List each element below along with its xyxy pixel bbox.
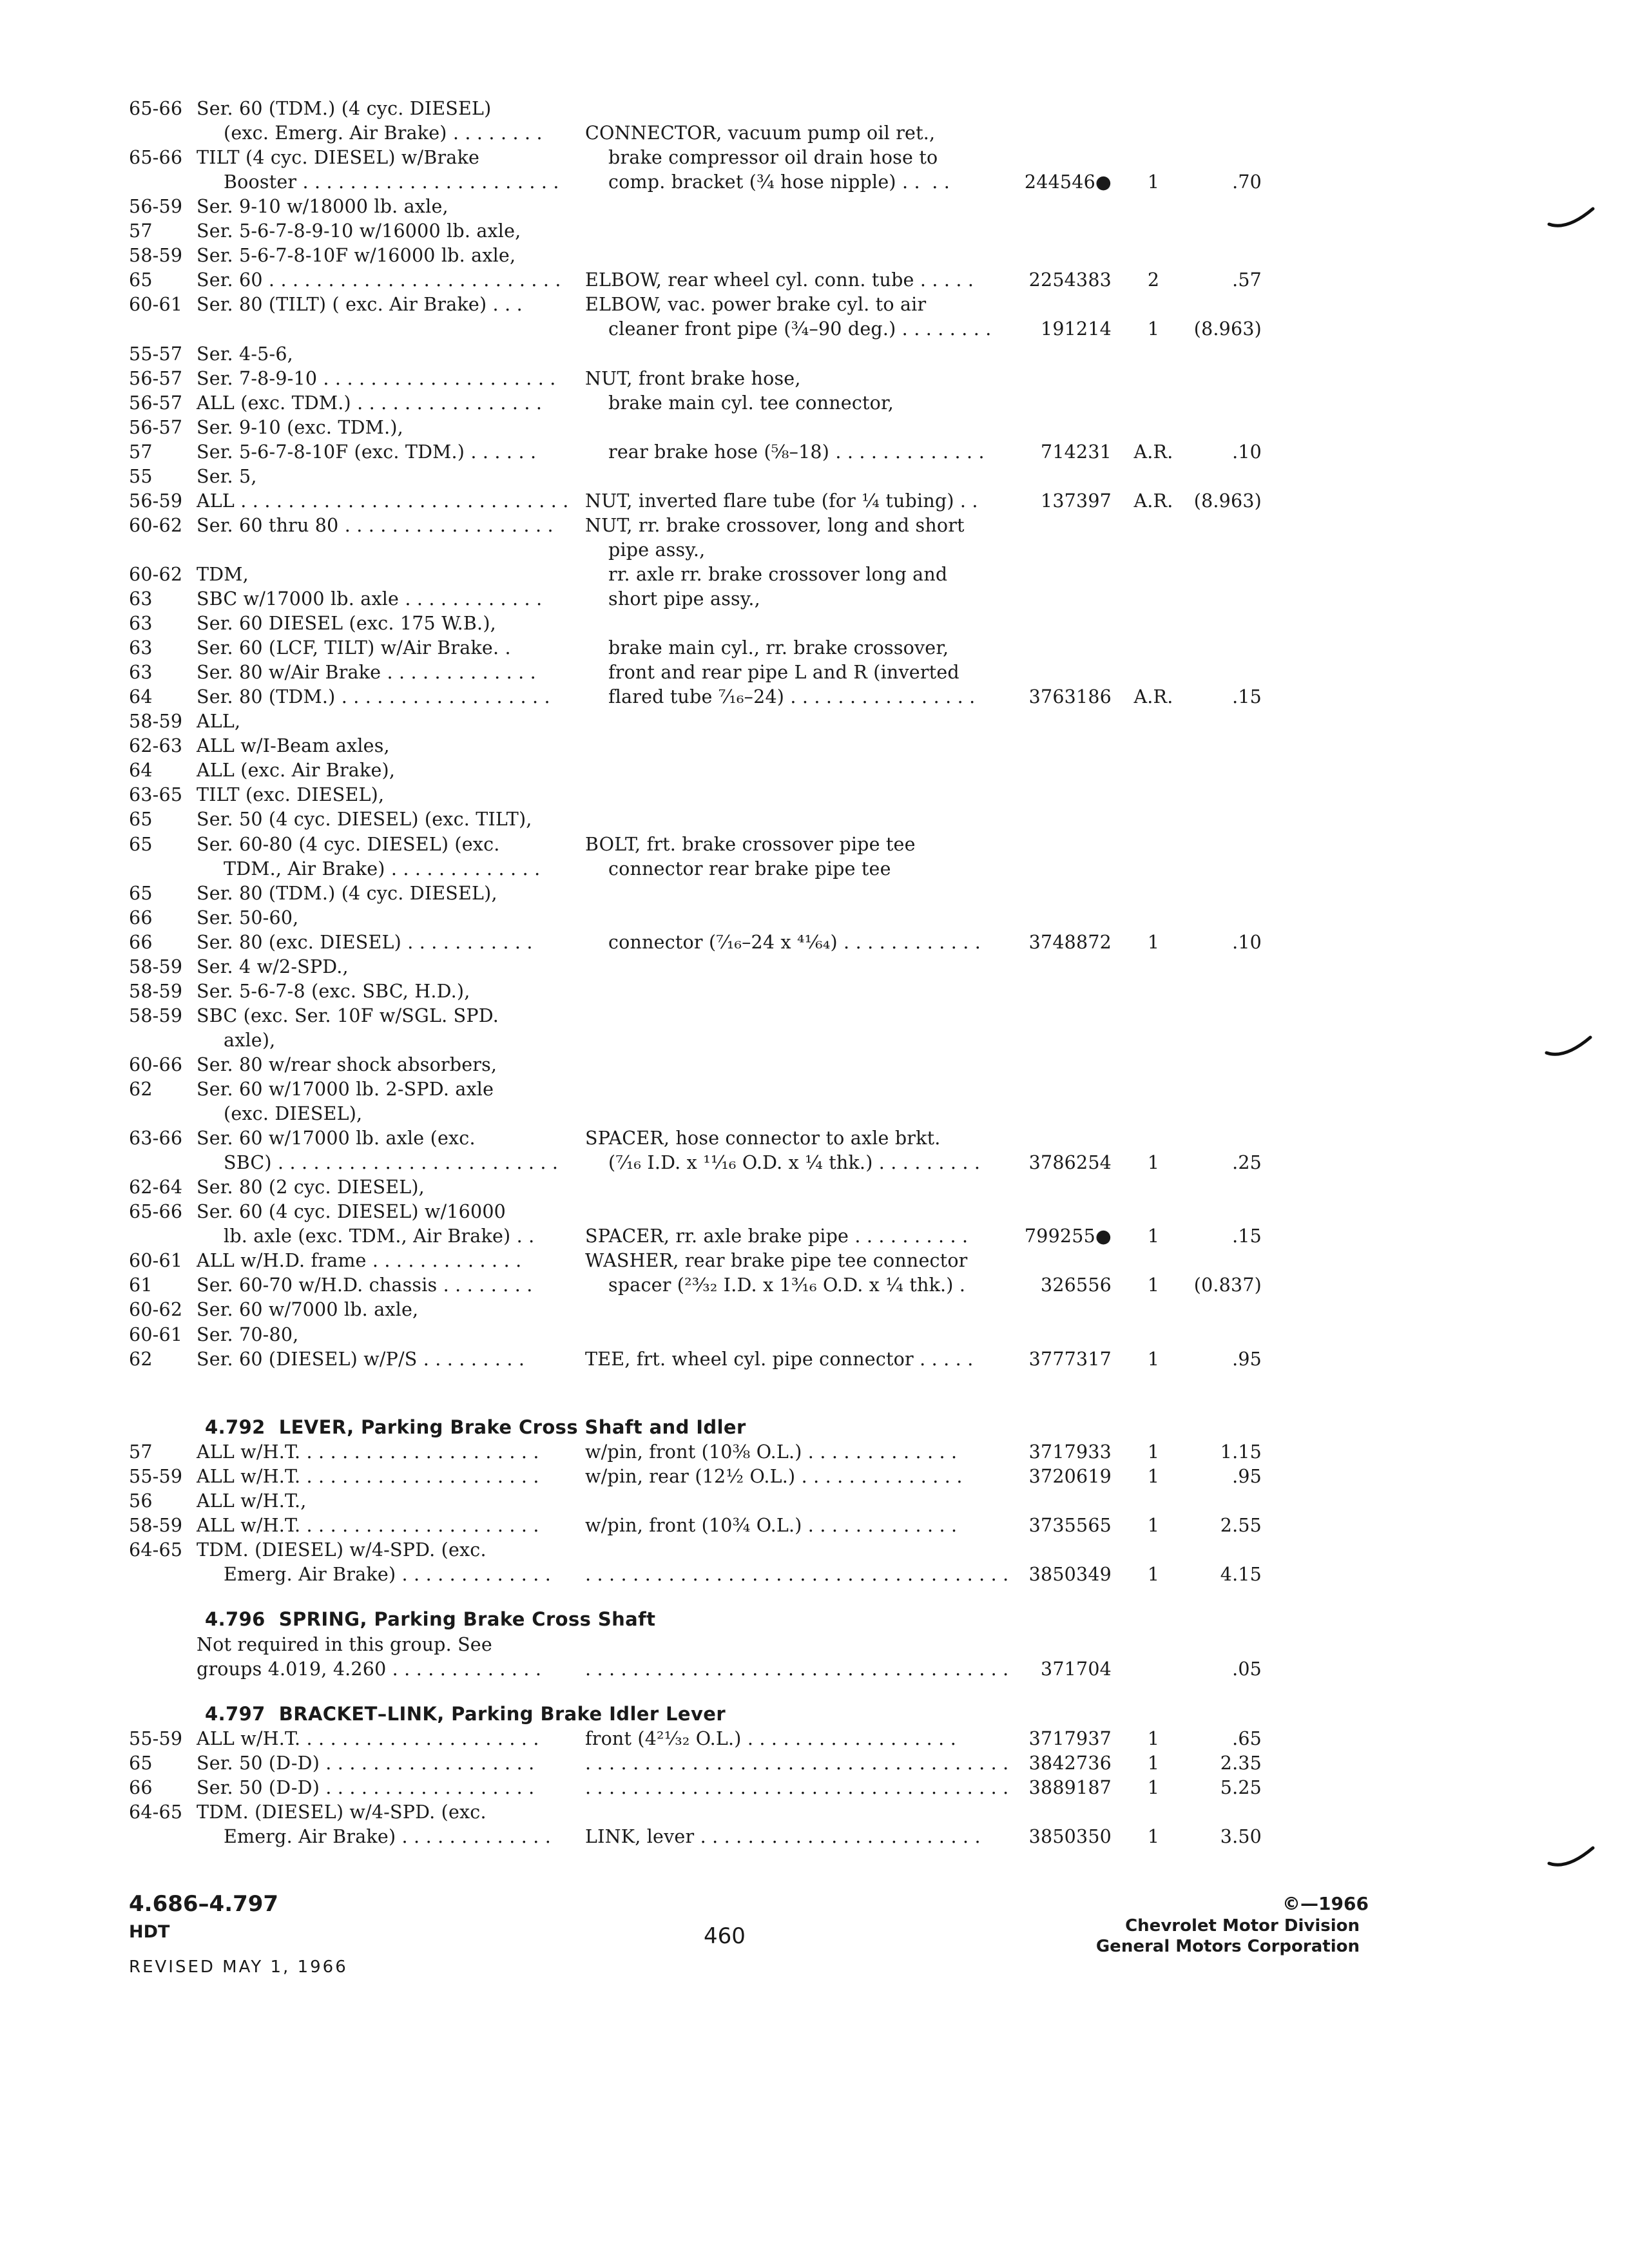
application: Ser. 60 w/17000 lb. 2-SPD. axle xyxy=(197,1079,494,1100)
model-year: 61 xyxy=(129,1274,153,1296)
model-year: 65-66 xyxy=(129,147,183,169)
revised-date: REVISED MAY 1, 1966 xyxy=(129,1957,348,1977)
part-description: brake compressor oil drain hose to xyxy=(608,147,938,169)
part-description: BOLT, frt. brake crossover pipe tee xyxy=(585,833,916,855)
model-year: 60-62 xyxy=(129,1299,183,1321)
application: groups 4.019, 4.260 . . . . . . . . . . . . . xyxy=(197,1658,542,1680)
quantity: 1 xyxy=(1147,1466,1160,1488)
part-description: (⁷⁄₁₆ I.D. x ¹¹⁄₁₆ O.D. x ¼ thk.) . . . . . . . . . xyxy=(608,1152,981,1174)
part-description: CONNECTOR, vacuum pump oil ret., xyxy=(585,122,936,144)
model-year: 60-62 xyxy=(129,514,183,536)
quantity: 1 xyxy=(1147,1753,1160,1774)
price: 4.15 xyxy=(1220,1564,1262,1586)
application: (exc. DIESEL), xyxy=(224,1103,363,1125)
part-number: 137397 xyxy=(1041,490,1112,512)
quantity: A.R. xyxy=(1133,490,1173,512)
margin-check-mark xyxy=(1544,1033,1593,1059)
price: .05 xyxy=(1232,1658,1262,1680)
application: Ser. 50 (D-D) . . . . . . . . . . . . . . . . . . xyxy=(197,1753,535,1774)
part-description: connector rear brake pipe tee xyxy=(608,858,891,879)
quantity: 1 xyxy=(1147,318,1160,340)
quantity: 1 xyxy=(1147,1441,1160,1463)
model-year: 63 xyxy=(129,637,153,659)
application: Ser. 60 (4 cyc. DIESEL) w/16000 xyxy=(197,1201,506,1223)
part-description: spacer (²³⁄₃₂ I.D. x 1³⁄₁₆ O.D. x ¼ thk.) . xyxy=(608,1274,966,1296)
part-description: pipe assy., xyxy=(608,539,706,561)
model-year: 64 xyxy=(129,686,153,708)
part-number: 371704 xyxy=(1041,1658,1112,1680)
application: ALL w/H.T., xyxy=(197,1490,307,1512)
application: Ser. 60 (DIESEL) w/P/S . . . . . . . . . xyxy=(197,1348,525,1370)
part-description: ELBOW, vac. power brake cyl. to air xyxy=(585,294,927,316)
part-number: 3748872 xyxy=(1028,931,1112,953)
part-number: 3763186 xyxy=(1028,686,1112,708)
part-description: front and rear pipe L and R (inverted xyxy=(608,662,959,684)
part-number: 3850350 xyxy=(1028,1826,1112,1848)
model-year: 65 xyxy=(129,809,153,831)
part-number: 799255● xyxy=(1024,1225,1112,1247)
model-year: 57 xyxy=(129,441,153,463)
model-year: 64-65 xyxy=(129,1802,183,1823)
model-year: 55-59 xyxy=(129,1466,183,1488)
price: .25 xyxy=(1232,1152,1262,1174)
part-description: . . . . . . . . . . . . . . . . . . . . . . . . . . . . . . . . . . . . xyxy=(585,1777,1009,1799)
application: Ser. 50 (4 cyc. DIESEL) (exc. TILT), xyxy=(197,809,532,831)
part-description: . . . . . . . . . . . . . . . . . . . . . . . . . . . . . . . . . . . . xyxy=(585,1564,1009,1586)
group-range: 4.686–4.797 xyxy=(129,1891,279,1917)
application: ALL (exc. TDM.) . . . . . . . . . . . . . . . . xyxy=(197,392,543,414)
application: ALL, xyxy=(197,711,241,733)
model-year: 56-57 xyxy=(129,392,183,414)
quantity: 1 xyxy=(1147,1152,1160,1174)
model-year: 65-66 xyxy=(129,1201,183,1223)
application: Ser. 70-80, xyxy=(197,1323,299,1345)
part-description: WASHER, rear brake pipe tee connector xyxy=(585,1250,968,1272)
part-description: . . . . . . . . . . . . . . . . . . . . . . . . . . . . . . . . . . . . xyxy=(585,1753,1009,1774)
model-year: 63 xyxy=(129,613,153,635)
model-year: 63-66 xyxy=(129,1128,183,1149)
price: 2.35 xyxy=(1220,1753,1262,1774)
price: .70 xyxy=(1232,171,1262,193)
price: .57 xyxy=(1232,269,1262,291)
section-heading-4-796: 4.796 SPRING, Parking Brake Cross Shaft xyxy=(205,1608,656,1630)
application: SBC (exc. Ser. 10F w/SGL. SPD. xyxy=(197,1004,499,1026)
part-number: 3717937 xyxy=(1028,1728,1112,1749)
part-description: NUT, inverted flare tube (for ¼ tubing) . . xyxy=(585,490,978,512)
model-year: 58-59 xyxy=(129,1004,183,1026)
price: .15 xyxy=(1232,686,1262,708)
part-description: w/pin, rear (12½ O.L.) . . . . . . . . . . . . . . xyxy=(585,1466,963,1488)
application: ALL w/H.T. . . . . . . . . . . . . . . . . . . . . xyxy=(197,1441,539,1463)
model-year: 60-61 xyxy=(129,1323,183,1345)
application: Ser. 5-6-7-8 (exc. SBC, H.D.), xyxy=(197,980,470,1002)
division-name: Chevrolet Motor Division xyxy=(1125,1916,1360,1936)
model-year: 58-59 xyxy=(129,956,183,977)
model-year: 56 xyxy=(129,1490,153,1512)
application: lb. axle (exc. TDM., Air Brake) . . xyxy=(224,1225,535,1247)
part-description: flared tube ⁷⁄₁₆–24) . . . . . . . . . . . . . . . . xyxy=(608,686,976,708)
part-number: 3735565 xyxy=(1028,1515,1112,1537)
part-description: w/pin, front (10⅜ O.L.) . . . . . . . . . . . . . xyxy=(585,1441,958,1463)
quantity: 1 xyxy=(1147,1826,1160,1848)
part-description: LINK, lever . . . . . . . . . . . . . . . . . . . . . . . . xyxy=(585,1826,981,1848)
application: axle), xyxy=(224,1029,276,1051)
application: Ser. 60 . . . . . . . . . . . . . . . . . . . . . . . . . xyxy=(197,269,561,291)
application: ALL w/H.T. . . . . . . . . . . . . . . . . . . . . xyxy=(197,1466,539,1488)
application: Ser. 5-6-7-8-10F (exc. TDM.) . . . . . . xyxy=(197,441,537,463)
price: .10 xyxy=(1232,441,1262,463)
application: SBC w/17000 lb. axle . . . . . . . . . . . . xyxy=(197,588,543,610)
model-year: 56-59 xyxy=(129,196,183,218)
application: Ser. 80 w/rear shock absorbers, xyxy=(197,1053,497,1075)
part-number: 326556 xyxy=(1041,1274,1112,1296)
model-year: 55-59 xyxy=(129,1728,183,1749)
part-description: cleaner front pipe (¾–90 deg.) . . . . . . . . xyxy=(608,318,992,340)
model-year: 66 xyxy=(129,907,153,928)
model-year: 60-61 xyxy=(129,294,183,316)
quantity: 1 xyxy=(1147,1225,1160,1247)
part-description: brake main cyl., rr. brake crossover, xyxy=(608,637,949,659)
application: ALL w/I-Beam axles, xyxy=(197,735,390,757)
part-description: front (4²¹⁄₃₂ O.L.) . . . . . . . . . . . . . . . . . . xyxy=(585,1728,956,1749)
part-number: 3842736 xyxy=(1028,1753,1112,1774)
part-number: 191214 xyxy=(1041,318,1112,340)
application: Ser. 4-5-6, xyxy=(197,343,293,365)
copyright: ©—1966 xyxy=(1282,1893,1369,1914)
price: 1.15 xyxy=(1220,1441,1262,1463)
price: .10 xyxy=(1232,931,1262,953)
price: 2.55 xyxy=(1220,1515,1262,1537)
application: Ser. 60 w/17000 lb. axle (exc. xyxy=(197,1128,476,1149)
application: Emerg. Air Brake) . . . . . . . . . . . . . xyxy=(224,1564,552,1586)
model-year: 60-61 xyxy=(129,1250,183,1272)
application: ALL w/H.D. frame . . . . . . . . . . . . . xyxy=(197,1250,522,1272)
part-number: 244546● xyxy=(1024,171,1112,193)
quantity: 1 xyxy=(1147,1777,1160,1799)
part-description: w/pin, front (10¾ O.L.) . . . . . . . . . . . . . xyxy=(585,1515,958,1537)
model-year: 57 xyxy=(129,1441,153,1463)
model-year: 56-57 xyxy=(129,367,183,389)
application: Ser. 9-10 w/18000 lb. axle, xyxy=(197,196,448,218)
model-year: 60-66 xyxy=(129,1053,183,1075)
part-description: brake main cyl. tee connector, xyxy=(608,392,894,414)
application: ALL . . . . . . . . . . . . . . . . . . . . . . . . . . . . xyxy=(197,490,569,512)
quantity: 1 xyxy=(1147,1515,1160,1537)
model-year: 63-65 xyxy=(129,784,183,806)
application: Ser. 50-60, xyxy=(197,907,299,928)
quantity: 1 xyxy=(1147,1348,1160,1370)
part-number: 3720619 xyxy=(1028,1466,1112,1488)
part-number: 2254383 xyxy=(1028,269,1112,291)
price: 5.25 xyxy=(1220,1777,1262,1799)
section-heading-4-792: 4.792 LEVER, Parking Brake Cross Shaft and Idler xyxy=(205,1416,746,1438)
application: Ser. 80 (TILT) ( exc. Air Brake) . . . xyxy=(197,294,523,316)
price: .65 xyxy=(1232,1728,1262,1749)
part-number: 714231 xyxy=(1041,441,1112,463)
application: (exc. Emerg. Air Brake) . . . . . . . . xyxy=(224,122,543,144)
application: Ser. 60 (LCF, TILT) w/Air Brake. . xyxy=(197,637,511,659)
application: TILT (4 cyc. DIESEL) w/Brake xyxy=(197,147,480,169)
application: ALL w/H.T. . . . . . . . . . . . . . . . . . . . . xyxy=(197,1515,539,1537)
price: 3.50 xyxy=(1220,1826,1262,1848)
model-year: 65 xyxy=(129,1753,153,1774)
application: Ser. 60 w/7000 lb. axle, xyxy=(197,1299,419,1321)
quantity: A.R. xyxy=(1133,441,1173,463)
part-description: comp. bracket (¾ hose nipple) . . . . xyxy=(608,171,950,193)
part-description: SPACER, hose connector to axle brkt. xyxy=(585,1128,941,1149)
part-description: . . . . . . . . . . . . . . . . . . . . . . . . . . . . . . . . . . . . xyxy=(585,1658,1009,1680)
model-year: 62 xyxy=(129,1348,153,1370)
section-heading-4-797: 4.797 BRACKET–LINK, Parking Brake Idler Lever xyxy=(205,1703,726,1725)
application: TDM., Air Brake) . . . . . . . . . . . . . xyxy=(224,858,541,879)
application: Ser. 80 (exc. DIESEL) . . . . . . . . . . . xyxy=(197,931,533,953)
price: .95 xyxy=(1232,1348,1262,1370)
quantity: 2 xyxy=(1147,269,1160,291)
model-year: 56-57 xyxy=(129,416,183,438)
quantity: 1 xyxy=(1147,171,1160,193)
part-number: 3850349 xyxy=(1028,1564,1112,1586)
model-year: 58-59 xyxy=(129,245,183,267)
application: Ser. 60 (TDM.) (4 cyc. DIESEL) xyxy=(197,98,492,119)
model-year: 62-64 xyxy=(129,1177,183,1198)
price: (8.963) xyxy=(1193,318,1262,340)
part-number: 3786254 xyxy=(1028,1152,1112,1174)
application: SBC) . . . . . . . . . . . . . . . . . . . . . . . . xyxy=(224,1152,559,1174)
model-year: 57 xyxy=(129,220,153,242)
quantity: 1 xyxy=(1147,1728,1160,1749)
model-year: 63 xyxy=(129,588,153,610)
model-year: 60-62 xyxy=(129,563,183,585)
application: Ser. 4 w/2-SPD., xyxy=(197,956,349,977)
part-description: short pipe assy., xyxy=(608,588,760,610)
application: Ser. 80 (TDM.) (4 cyc. DIESEL), xyxy=(197,882,497,904)
model-year: 64-65 xyxy=(129,1539,183,1561)
corporation-name: General Motors Corporation xyxy=(1095,1937,1360,1956)
application: Ser. 50 (D-D) . . . . . . . . . . . . . . . . . . xyxy=(197,1777,535,1799)
part-description: connector (⁷⁄₁₆–24 x ⁴¹⁄₆₄) . . . . . . . . . . . . xyxy=(608,931,981,953)
margin-check-mark xyxy=(1547,1844,1595,1870)
application: Ser. 80 (2 cyc. DIESEL), xyxy=(197,1177,425,1198)
application: TILT (exc. DIESEL), xyxy=(197,784,385,806)
application: Ser. 7-8-9-10 . . . . . . . . . . . . . . . . . . . . xyxy=(197,367,556,389)
model-year: 62-63 xyxy=(129,735,183,757)
model-year: 58-59 xyxy=(129,711,183,733)
model-year: 65 xyxy=(129,882,153,904)
model-year: 64 xyxy=(129,760,153,782)
application: TDM, xyxy=(197,563,249,585)
application: Ser. 60 DIESEL (exc. 175 W.B.), xyxy=(197,613,496,635)
margin-check-mark xyxy=(1547,205,1595,231)
application: Ser. 60-80 (4 cyc. DIESEL) (exc. xyxy=(197,833,500,855)
application: ALL (exc. Air Brake), xyxy=(197,760,396,782)
application: TDM. (DIESEL) w/4-SPD. (exc. xyxy=(197,1539,487,1561)
model-year: 56-59 xyxy=(129,490,183,512)
model-year: 65 xyxy=(129,833,153,855)
application: Not required in this group. See xyxy=(197,1634,492,1655)
quantity: 1 xyxy=(1147,1274,1160,1296)
application: Ser. 60-70 w/H.D. chassis . . . . . . . . xyxy=(197,1274,533,1296)
application: Ser. 5-6-7-8-9-10 w/16000 lb. axle, xyxy=(197,220,521,242)
part-description: SPACER, rr. axle brake pipe . . . . . . . . . . xyxy=(585,1225,969,1247)
part-number: 3777317 xyxy=(1028,1348,1112,1370)
application: Ser. 5, xyxy=(197,465,257,487)
model-year: 58-59 xyxy=(129,980,183,1002)
model-year: 58-59 xyxy=(129,1515,183,1537)
model-year: 62 xyxy=(129,1079,153,1100)
application: Ser. 60 thru 80 . . . . . . . . . . . . . . . . . . xyxy=(197,514,554,536)
price: .15 xyxy=(1232,1225,1262,1247)
application: Ser. 80 w/Air Brake . . . . . . . . . . . . . xyxy=(197,662,536,684)
application: Ser. 9-10 (exc. TDM.), xyxy=(197,416,403,438)
application: TDM. (DIESEL) w/4-SPD. (exc. xyxy=(197,1802,487,1823)
quantity: 1 xyxy=(1147,1564,1160,1586)
catalog-code: HDT xyxy=(129,1922,170,1942)
part-number: 3717933 xyxy=(1028,1441,1112,1463)
model-year: 55-57 xyxy=(129,343,183,365)
part-number: 3889187 xyxy=(1028,1777,1112,1799)
part-description: rr. axle rr. brake crossover long and xyxy=(608,563,948,585)
quantity: A.R. xyxy=(1133,686,1173,708)
model-year: 66 xyxy=(129,931,153,953)
model-year: 55 xyxy=(129,465,153,487)
price: .95 xyxy=(1232,1466,1262,1488)
application: Ser. 5-6-7-8-10F w/16000 lb. axle, xyxy=(197,245,516,267)
price: (8.963) xyxy=(1193,490,1262,512)
application: Ser. 80 (TDM.) . . . . . . . . . . . . . . . . . . xyxy=(197,686,550,708)
part-description: NUT, front brake hose, xyxy=(585,367,801,389)
price: (0.837) xyxy=(1193,1274,1262,1296)
part-description: NUT, rr. brake crossover, long and short xyxy=(585,514,965,536)
part-description: TEE, frt. wheel cyl. pipe connector . . . . . xyxy=(585,1348,974,1370)
model-year: 63 xyxy=(129,662,153,684)
application: ALL w/H.T. . . . . . . . . . . . . . . . . . . . . xyxy=(197,1728,539,1749)
part-description: ELBOW, rear wheel cyl. conn. tube . . . . . xyxy=(585,269,974,291)
model-year: 65 xyxy=(129,269,153,291)
model-year: 66 xyxy=(129,1777,153,1799)
application: Booster . . . . . . . . . . . . . . . . . . . . . . xyxy=(224,171,559,193)
model-year: 65-66 xyxy=(129,98,183,119)
quantity: 1 xyxy=(1147,931,1160,953)
part-description: rear brake hose (⅝–18) . . . . . . . . . . . . . xyxy=(608,441,985,463)
page-number: 460 xyxy=(704,1923,746,1949)
application: Emerg. Air Brake) . . . . . . . . . . . . . xyxy=(224,1826,552,1848)
